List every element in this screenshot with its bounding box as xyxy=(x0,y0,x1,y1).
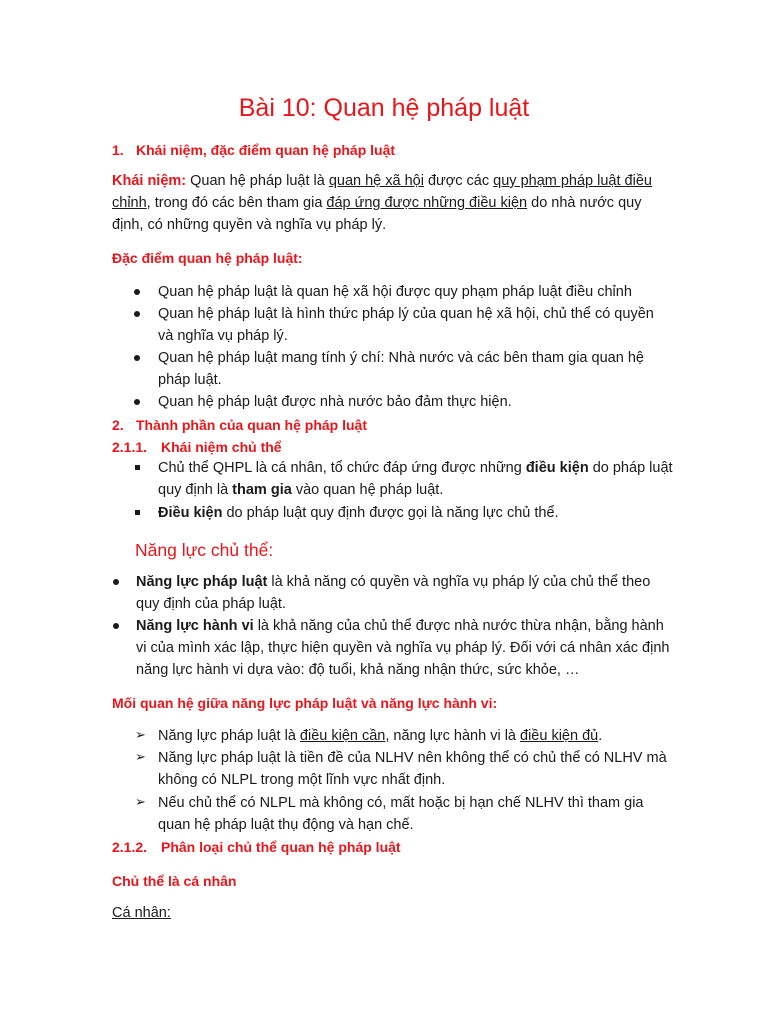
concept-line-1 xyxy=(112,170,652,192)
concept-underline-4: đáp ứng được những điều kiện xyxy=(326,195,528,211)
relation-item-1-text: Năng lực pháp luật là xyxy=(158,728,300,744)
capacity-item-2-cont-1: vi của mình xác lập, thực hiện quyền và nghĩa vụ pháp lý. Đối với cá nhân xác định xyxy=(136,640,670,656)
subject-item-2-text: do pháp luật quy định được gọi là năng lực chủ thể. xyxy=(222,505,559,521)
section-1-heading: Khái niệm, đặc điểm quan hệ pháp luật xyxy=(136,142,396,158)
relation-item-3-cont: quan hệ pháp luật thụ động và hạn chế. xyxy=(158,817,414,833)
capacity-item-1-text: là khả năng có quyền và nghĩa vụ pháp lý của chủ thể theo xyxy=(267,574,651,590)
relation-item-1-underline-2: điều kiện đủ xyxy=(520,728,599,744)
feature-item-4: Quan hệ pháp luật được nhà nước bảo đảm thực hiện. xyxy=(158,394,512,410)
individual-heading: Chủ thể là cá nhân xyxy=(112,873,237,889)
feature-item-3: Quan hệ pháp luật mang tính ý chí: Nhà nước và các bên tham gia quan hệ xyxy=(158,350,644,366)
relation-heading: Mối quan hệ giữa năng lực pháp luật và năng lực hành vi: xyxy=(112,695,498,711)
bullet-dot-icon xyxy=(134,289,140,295)
capacity-item-2 xyxy=(136,615,664,637)
concept-underline-2: quy phạm pháp luật điều xyxy=(493,173,652,189)
feature-item-3-cont: pháp luật. xyxy=(158,372,222,388)
concept-text-2: được các xyxy=(423,173,494,189)
relation-item-3: Nếu chủ thể có NLPL mà không có, mất hoặc bị hạn chế NLHV thì tham gia xyxy=(158,795,644,811)
concept-line-3: định, có những quyền và nghĩa vụ pháp lý. xyxy=(112,217,387,233)
bullet-dot-icon xyxy=(113,579,119,585)
subject-item-1-text: Chủ thể QHPL là cá nhân, tổ chức đáp ứng được những xyxy=(158,460,526,476)
arrow-bullet-icon: ➢ xyxy=(135,795,146,810)
relation-item-1-underline: điều kiện cần xyxy=(299,728,386,744)
capacity-item-2-bold: Năng lực hành vi xyxy=(136,618,254,634)
relation-item-2-cont: không có NLPL trong một lĩnh vực nhất định. xyxy=(158,772,446,788)
subject-item-1-cont xyxy=(158,479,443,501)
subject-item-1-cont-text: quy định là xyxy=(158,482,233,498)
individual-subheading: Cá nhân: xyxy=(112,905,171,921)
page-title: Bài 10: Quan hệ pháp luật xyxy=(238,94,530,122)
bullet-dot-icon xyxy=(134,311,140,317)
relation-item-1-text-2: , năng lực hành vi là xyxy=(385,728,521,744)
bullet-dot-icon xyxy=(134,355,140,361)
capacity-item-2-cont-2: năng lực hành vi dựa vào: độ tuổi, khả năng nhận thức, sức khỏe, … xyxy=(136,662,580,678)
bullet-dot-icon xyxy=(134,399,140,405)
concept-underline-3: chỉnh xyxy=(112,195,147,211)
capacity-item-1-bold: Năng lực pháp luật xyxy=(136,574,268,590)
concept-line-2 xyxy=(112,192,641,214)
feature-item-2: Quan hệ pháp luật là hình thức pháp lý của quan hệ xã hội, chủ thể có quyền xyxy=(158,306,654,322)
features-heading: Đặc điểm quan hệ pháp luật: xyxy=(112,250,303,266)
concept-underline-1: quan hệ xã hội xyxy=(328,173,424,189)
subject-item-1-cont-bold: tham gia xyxy=(232,482,292,498)
subject-item-1 xyxy=(158,457,673,479)
section-2-1-2-heading: Phân loại chủ thể quan hệ pháp luật xyxy=(161,839,401,855)
bullet-dot-icon xyxy=(113,623,119,629)
relation-item-1-text-3: . xyxy=(598,728,603,744)
capacity-item-1-cont: quy định của pháp luật. xyxy=(136,596,286,612)
relation-item-1 xyxy=(158,725,602,747)
subject-item-1-bold: điều kiện xyxy=(525,460,589,476)
concept-text-3: , trong đó các bên tham gia xyxy=(146,195,327,211)
feature-item-2-cont: và nghĩa vụ pháp lý. xyxy=(158,328,288,344)
capacity-item-1 xyxy=(136,571,650,593)
section-1-number: 1. xyxy=(112,142,124,158)
section-2-number: 2. xyxy=(112,417,124,433)
section-2-1-1-number: 2.1.1. xyxy=(112,439,148,455)
bullet-square-icon xyxy=(135,465,140,470)
subject-item-2-bold: Điều kiện xyxy=(158,505,223,521)
capacity-heading: Năng lực chủ thể: xyxy=(135,540,274,560)
concept-text-4: do nhà nước quy xyxy=(527,195,642,211)
section-2-1-2-number: 2.1.2. xyxy=(112,839,148,855)
arrow-bullet-icon: ➢ xyxy=(135,750,146,765)
feature-item-1: Quan hệ pháp luật là quan hệ xã hội được quy phạm pháp luật điều chỉnh xyxy=(158,284,632,300)
subject-item-1-text-2: do pháp luật xyxy=(588,460,673,476)
subject-item-2 xyxy=(158,502,559,524)
bullet-square-icon xyxy=(135,510,140,515)
concept-label: Khái niệm: xyxy=(112,173,187,189)
arrow-bullet-icon: ➢ xyxy=(135,728,146,743)
section-2-heading: Thành phần của quan hệ pháp luật xyxy=(136,417,368,433)
section-2-1-1-heading: Khái niệm chủ thể xyxy=(161,439,282,455)
concept-text-1: Quan hệ pháp luật là xyxy=(186,173,329,189)
capacity-item-2-text: là khả năng của chủ thể được nhà nước thừa nhận, bằng hành xyxy=(253,618,664,634)
subject-item-1-cont-text-2: vào quan hệ pháp luật. xyxy=(291,482,444,498)
relation-item-2: Năng lực pháp luật là tiền đề của NLHV nên không thể có chủ thể có NLHV mà xyxy=(158,750,667,766)
